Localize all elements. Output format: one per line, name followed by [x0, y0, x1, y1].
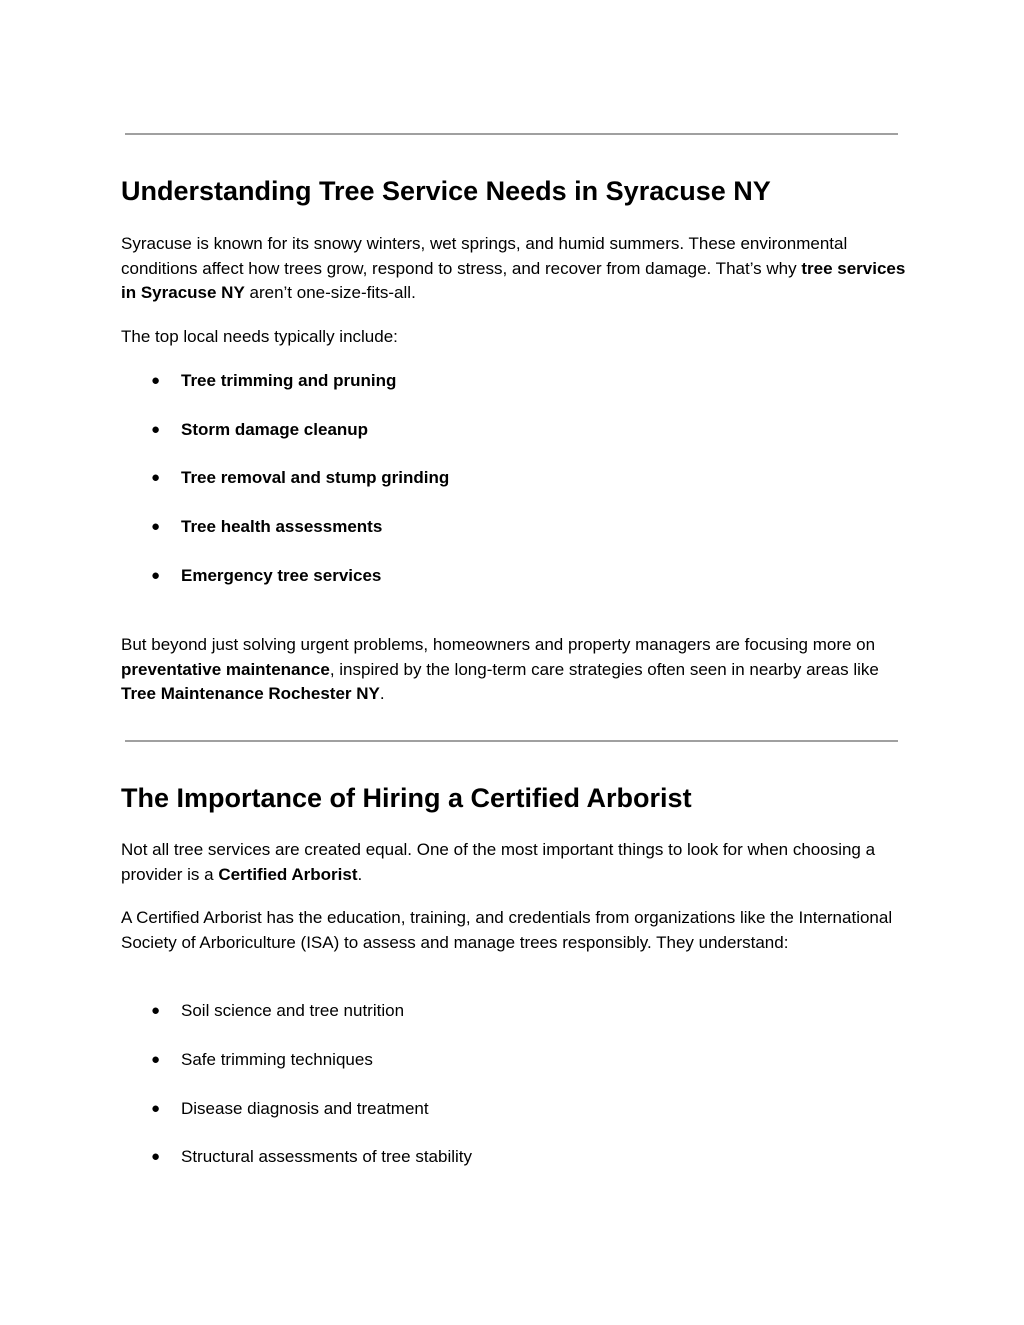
- horizontal-rule: [125, 740, 898, 742]
- closing-text-mid: , inspired by the long-term care strategies often seen in nearby areas like: [329, 659, 879, 679]
- list-item-label: Soil science and tree nutrition: [181, 1001, 405, 1020]
- bullet-icon: ●: [151, 567, 161, 584]
- list-item-label: Emergency tree services: [181, 566, 382, 585]
- bullet-icon: ●: [151, 469, 161, 486]
- bullet-icon: ●: [151, 1051, 161, 1068]
- list-item-label: Tree health assessments: [181, 517, 383, 536]
- arborist-description-paragraph: A Certified Arborist has the education, training, and credentials from organizations like the International Society of Arboriculture (ISA) to assess and manage trees responsibly. They understand:: [121, 908, 893, 952]
- intro-bold-keyword: tree services in Syracuse NY: [121, 258, 906, 302]
- closing-bold-keyword: preventative maintenance: [121, 659, 330, 679]
- list-item-label: Safe trimming techniques: [181, 1050, 373, 1069]
- closing-bold-location: Tree Maintenance Rochester NY: [121, 684, 380, 703]
- closing-text: But beyond just solving urgent problems, homeowners and property managers are focusing more on: [121, 635, 876, 654]
- arborist-intro-paragraph: [121, 838, 911, 887]
- bullet-icon: ●: [151, 1002, 161, 1019]
- horizontal-rule: [125, 133, 898, 135]
- list-item-label: Disease diagnosis and treatment: [181, 1099, 429, 1118]
- closing-text-end: .: [379, 684, 385, 703]
- list-item-label: Tree trimming and pruning: [181, 371, 397, 390]
- intro-text-end: aren’t one-size-fits-all.: [244, 283, 416, 302]
- list-item-label: Structural assessments of tree stability: [181, 1147, 473, 1166]
- bullet-icon: ●: [151, 1148, 161, 1165]
- arborist-bold-keyword: Certified Arborist: [218, 864, 358, 884]
- intro-paragraph: [121, 232, 911, 306]
- section-heading-certified-arborist: The Importance of Hiring a Certified Arborist: [121, 783, 692, 813]
- needs-lead-paragraph: The top local needs typically include:: [121, 327, 398, 346]
- bullet-icon: ●: [151, 1100, 161, 1117]
- bullet-icon: ●: [151, 421, 161, 438]
- bullet-icon: ●: [151, 518, 161, 535]
- list-item-label: Tree removal and stump grinding: [181, 468, 450, 487]
- section-heading-tree-service-needs: Understanding Tree Service Needs in Syracuse NY: [121, 176, 771, 206]
- closing-paragraph: [121, 633, 911, 707]
- arborist-intro-text: Not all tree services are created equal. One of the most important things to look for when choosing a provider is a: [121, 840, 876, 884]
- arborist-intro-text-end: .: [357, 864, 363, 884]
- list-item-label: Storm damage cleanup: [181, 420, 369, 439]
- intro-text: Syracuse is known for its snowy winters, wet springs, and humid summers. These environmental conditions affect how trees grow, respond to stress, and recover from damage. That’s why: [121, 234, 848, 278]
- bullet-icon: ●: [151, 372, 161, 389]
